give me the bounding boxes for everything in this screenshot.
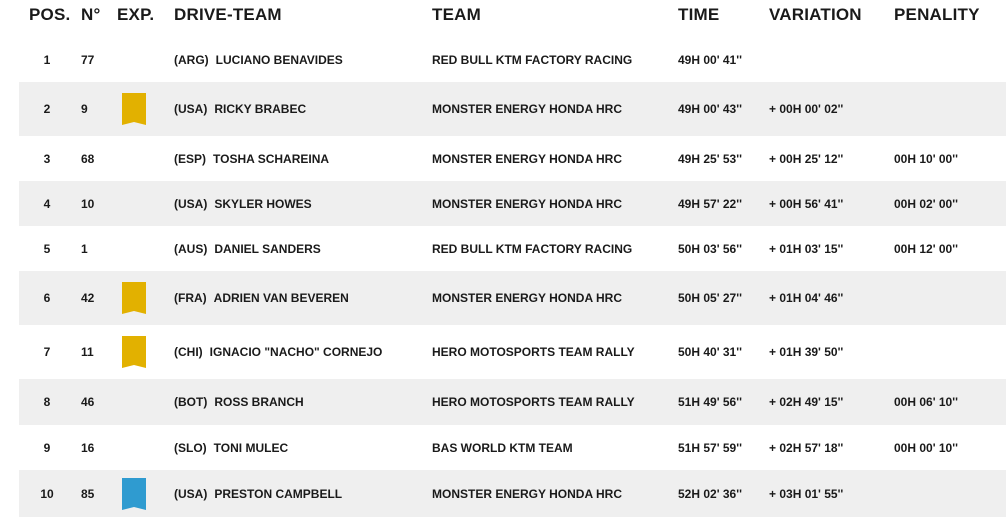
driver-name: PRESTON CAMPBELL xyxy=(214,486,343,501)
cell-position: 6 xyxy=(43,291,51,305)
cell-variation: + 00H 00' 02'' xyxy=(769,102,844,116)
table-row[interactable] xyxy=(19,379,1006,425)
cell-drive-team xyxy=(174,291,349,305)
table-row[interactable] xyxy=(19,181,1006,226)
table-row[interactable] xyxy=(19,425,1006,470)
driver-name: TONI MULEC xyxy=(213,440,289,455)
cell-variation: + 02H 57' 18'' xyxy=(769,440,844,455)
cell-variation: + 03H 01' 55'' xyxy=(769,486,844,501)
cell-team: MONSTER ENERGY HONDA HRC xyxy=(432,196,623,211)
cell-number: 16 xyxy=(81,440,95,455)
cell-position: 4 xyxy=(43,196,51,211)
driver-name: LUCIANO BENAVIDES xyxy=(215,52,343,67)
cell-team: HERO MOTOSPORTS TEAM RALLY xyxy=(432,345,635,359)
cell-team: MONSTER ENERGY HONDA HRC xyxy=(432,102,623,116)
cell-drive-team xyxy=(174,345,382,359)
gold-pennant-icon xyxy=(122,93,146,125)
cell-position: 1 xyxy=(43,52,51,67)
cell-drive-team xyxy=(174,102,306,116)
table-row[interactable] xyxy=(19,470,1006,517)
table-header xyxy=(0,0,1006,34)
cell-position: 8 xyxy=(43,395,51,409)
cell-time: 49H 57' 22'' xyxy=(678,196,742,211)
cell-position: 3 xyxy=(43,151,51,166)
cell-number: 46 xyxy=(81,395,95,409)
table-row[interactable] xyxy=(19,82,1006,136)
cell-time: 51H 49' 56'' xyxy=(678,395,742,409)
driver-name: IGNACIO "NACHO" CORNEJO xyxy=(209,345,383,359)
nationality-code: (BOT) xyxy=(174,395,208,409)
cell-drive-team xyxy=(174,395,304,409)
cell-variation: + 02H 49' 15'' xyxy=(769,395,844,409)
cell-time: 52H 02' 36'' xyxy=(678,486,742,501)
cell-number: 77 xyxy=(81,52,95,67)
header-exp: EXP. xyxy=(117,5,155,24)
table-row[interactable] xyxy=(19,226,1006,271)
cell-drive-team xyxy=(174,487,342,501)
nationality-code: (SLO) xyxy=(174,440,207,455)
nationality-code: (USA) xyxy=(174,102,208,116)
cell-variation: + 01H 03' 15'' xyxy=(769,241,844,256)
cell-number: 85 xyxy=(81,486,95,501)
nationality-code: (CHI) xyxy=(174,345,203,359)
driver-name: SKYLER HOWES xyxy=(214,196,312,211)
header-number: N° xyxy=(81,5,101,24)
driver-name: ROSS BRANCH xyxy=(214,395,304,409)
cell-time: 49H 00' 41'' xyxy=(678,52,742,67)
cell-variation: + 01H 04' 46'' xyxy=(769,291,844,305)
cell-drive-team xyxy=(174,152,329,166)
gold-pennant-icon xyxy=(122,282,146,314)
cell-number: 42 xyxy=(81,291,95,305)
cell-time: 50H 05' 27'' xyxy=(678,291,742,305)
nationality-code: (USA) xyxy=(174,196,208,211)
header-pos: POS. xyxy=(29,5,71,24)
cell-drive-team xyxy=(174,242,321,256)
nationality-code: (USA) xyxy=(174,486,208,501)
header-time: TIME xyxy=(678,5,720,24)
cell-penalty: 00H 02' 00'' xyxy=(894,196,958,211)
cell-position: 9 xyxy=(43,440,51,455)
driver-name: TOSHA SCHAREINA xyxy=(213,151,330,166)
cell-time: 50H 03' 56'' xyxy=(678,241,742,256)
nationality-code: (ESP) xyxy=(174,151,207,166)
cell-team: RED BULL KTM FACTORY RACING xyxy=(432,241,633,256)
cell-variation: + 01H 39' 50'' xyxy=(769,345,844,359)
cell-team: RED BULL KTM FACTORY RACING xyxy=(432,52,633,67)
cell-time: 49H 25' 53'' xyxy=(678,151,742,166)
cell-penalty: 00H 10' 00'' xyxy=(894,151,958,166)
cell-team: MONSTER ENERGY HONDA HRC xyxy=(432,291,623,305)
gold-pennant-icon xyxy=(122,336,146,368)
nationality-code: (AUS) xyxy=(174,241,208,256)
cell-penalty: 00H 06' 10'' xyxy=(894,395,958,409)
header-drive-team: DRIVE-TEAM xyxy=(174,5,282,24)
cell-position: 5 xyxy=(43,241,51,256)
blue-pennant-icon xyxy=(122,478,146,510)
cell-variation: + 00H 25' 12'' xyxy=(769,151,844,166)
driver-name: RICKY BRABEC xyxy=(214,102,307,116)
cell-position: 2 xyxy=(43,102,51,116)
cell-number: 11 xyxy=(81,345,94,359)
cell-number: 1 xyxy=(81,241,88,256)
header-team: TEAM xyxy=(432,5,481,24)
cell-team: MONSTER ENERGY HONDA HRC xyxy=(432,486,623,501)
nationality-code: (FRA) xyxy=(174,291,207,305)
cell-penalty: 00H 12' 00'' xyxy=(894,241,958,256)
table-row[interactable] xyxy=(19,136,1006,181)
table-row[interactable] xyxy=(19,37,1006,82)
table-row[interactable] xyxy=(19,325,1006,379)
cell-drive-team xyxy=(174,197,312,211)
cell-time: 51H 57' 59'' xyxy=(678,440,742,455)
cell-variation: + 00H 56' 41'' xyxy=(769,196,844,211)
table-row[interactable] xyxy=(19,271,1006,325)
cell-team: BAS WORLD KTM TEAM xyxy=(432,440,573,455)
cell-position: 7 xyxy=(43,345,51,359)
cell-team: HERO MOTOSPORTS TEAM RALLY xyxy=(432,395,635,409)
cell-drive-team xyxy=(174,53,343,67)
cell-position: 10 xyxy=(40,486,54,501)
cell-number: 10 xyxy=(81,196,95,211)
cell-penalty: 00H 00' 10'' xyxy=(894,440,958,455)
cell-number: 9 xyxy=(81,102,88,116)
nationality-code: (ARG) xyxy=(174,52,209,67)
driver-name: DANIEL SANDERS xyxy=(214,241,321,256)
cell-drive-team xyxy=(174,441,288,455)
cell-time: 49H 00' 43'' xyxy=(678,102,742,116)
driver-name: ADRIEN VAN BEVEREN xyxy=(213,291,349,305)
cell-number: 68 xyxy=(81,151,95,166)
cell-time: 50H 40' 31'' xyxy=(678,345,742,359)
cell-team: MONSTER ENERGY HONDA HRC xyxy=(432,151,623,166)
header-penalty: PENALITY xyxy=(894,5,980,24)
header-variation: VARIATION xyxy=(769,5,862,24)
